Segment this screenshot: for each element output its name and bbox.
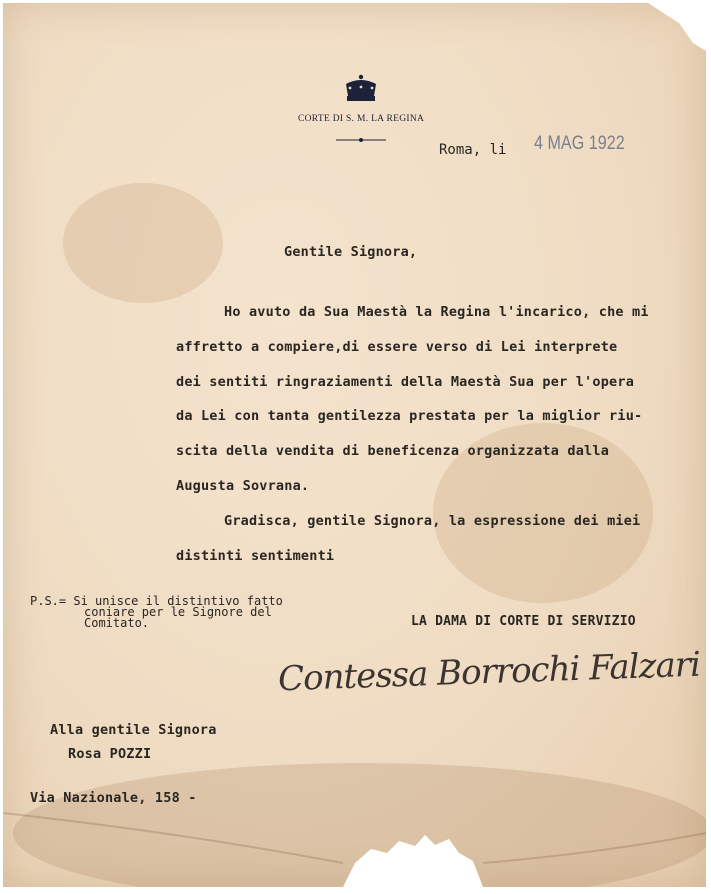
postscript-line: Comitato. — [84, 616, 150, 630]
royal-crown-icon — [342, 74, 380, 104]
dateline-place: Roma, li — [439, 142, 507, 158]
salutation: Gentile Signora, — [284, 244, 418, 260]
postscript-line: coniare per le Signore del — [84, 605, 272, 619]
sender-title: LA DAMA DI CORTE DI SERVIZIO — [411, 614, 636, 629]
body-line: Augusta Sovrana. — [176, 478, 310, 494]
recipient-line: Alla gentile Signora — [50, 722, 217, 738]
recipient-name: Rosa POZZI — [68, 746, 152, 762]
recipient-address: Via Nazionale, 158 - — [30, 790, 197, 806]
body-line: dei sentiti ringraziamenti della Maestà Sua per l'opera — [176, 374, 635, 390]
body-line: distinti sentimenti — [176, 548, 335, 564]
body-line: Gradisca, gentile Signora, la espressione dei miei — [224, 513, 641, 529]
date-stamp: 4 MAG 1922 — [534, 133, 625, 154]
handwritten-signature: Contessa Borrochi Falzari — [277, 644, 701, 700]
letterhead-title: CORTE DI S. M. LA REGINA — [298, 114, 425, 124]
body-line: Ho avuto da Sua Maestà la Regina l'incarico, che mi — [224, 304, 649, 320]
body-line: scita della vendita di beneficenza organizzata dalla — [176, 443, 610, 459]
body-line: da Lei con tanta gentilezza prestata per la miglior riu- — [176, 408, 643, 424]
body-line: affretto a compiere,di essere verso di Lei interprete — [176, 339, 618, 355]
letterhead-rule — [336, 137, 386, 143]
postscript-line: P.S.= Si unisce il distintivo fatto — [30, 594, 283, 608]
